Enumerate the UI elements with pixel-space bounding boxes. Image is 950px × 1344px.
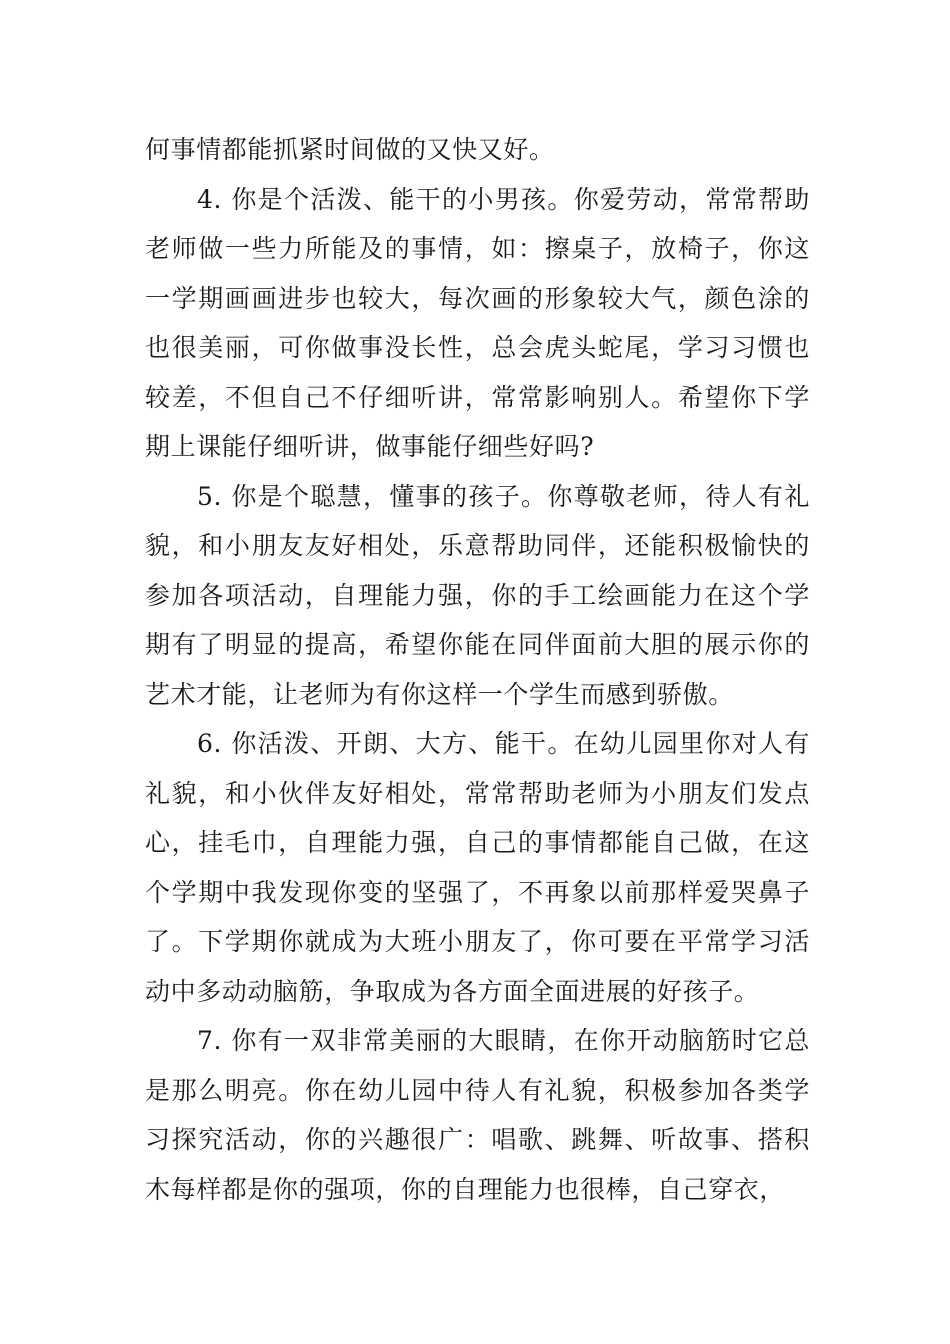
- document-body: [145, 125, 810, 1214]
- paragraph-item-4: 4. 你是个活泼、能干的小男孩。你爱劳动，常常帮助老师做一些力所能及的事情，如：擦桌子，放椅子，你这一学期画画进步也较大，每次画的形象较大气，颜色涂的也很美丽，可你做事没长性，总会虎头蛇尾，学习习惯也较差，不但自己不仔细听讲，常常影响别人。希望你下学期上课能仔细听讲，做事能仔细些好吗?: [145, 184, 810, 461]
- paragraph-item-7: 7. 你有一双非常美丽的大眼睛，在你开动脑筋时它总是那么明亮。你在幼儿园中待人有礼貌，积极参加各类学习探究活动，你的兴趣很广：唱歌、跳舞、听故事、搭积木每样都是你的强项，你的自理能力也很棒，自己穿衣，: [145, 1026, 810, 1204]
- paragraph-continuation: 何事情都能抓紧时间做的又快又好。: [145, 135, 555, 164]
- paragraph-item-6: 6. 你活泼、开朗、大方、能干。在幼儿园里你对人有礼貌，和小伙伴友好相处，常常帮助老师为小朋友们发点心，挂毛巾，自理能力强，自己的事情都能自己做，在这个学期中我发现你变的坚强了，不再象以前那样爱哭鼻子了。下学期你就成为大班小朋友了，你可要在平常学习活动中多动动脑筋，争取成为各方面全面进展的好孩子。: [145, 729, 810, 1006]
- paragraph-item-5: 5. 你是个聪慧，懂事的孩子。你尊敬老师，待人有礼貌，和小朋友友好相处，乐意帮助同伴，还能积极愉快的参加各项活动，自理能力强，你的手工绘画能力在这个学期有了明显的提高，希望你能在同伴面前大胆的展示你的艺术才能，让老师为有你这样一个学生而感到骄傲。: [145, 481, 810, 709]
